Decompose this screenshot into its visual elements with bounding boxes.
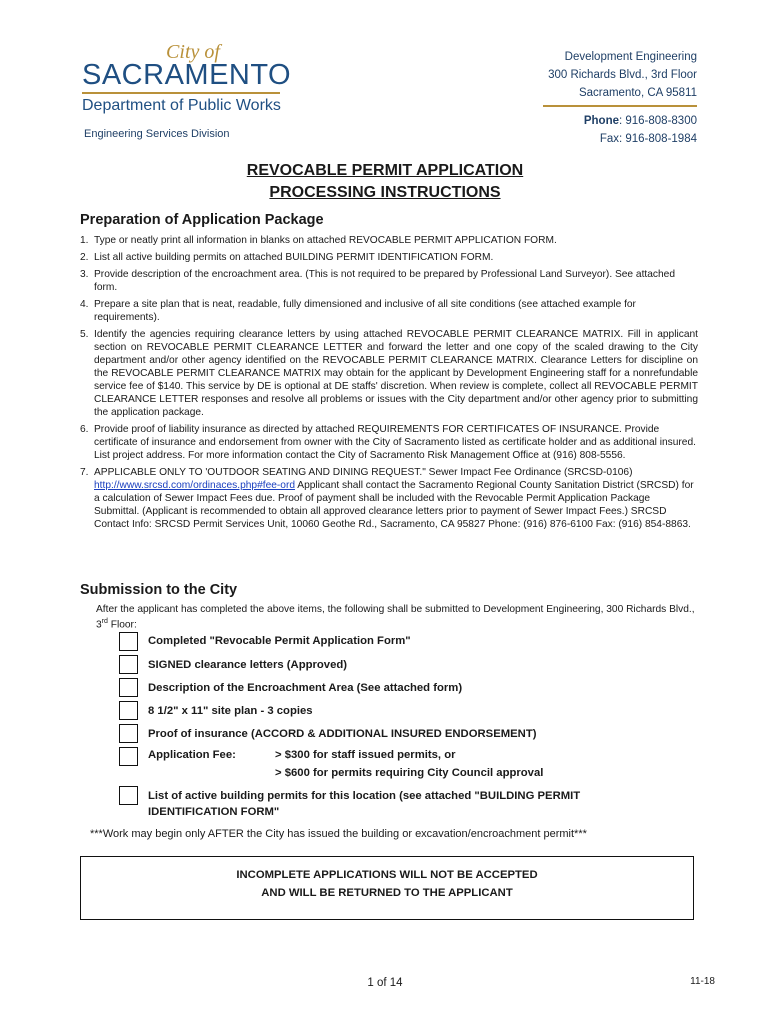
logo-city-text: City of [166, 41, 220, 63]
checkbox-encroachment-description[interactable] [119, 678, 138, 697]
checklist-item-encroachment-description: Description of the Encroachment Area (See attached form) [148, 682, 463, 694]
step-7-text-b: Applicant shall contact the Sacramento Regional County Sanitation District (SRCSD) for a calculation of Sewer Impact Fees due. Proof of payment shall be included with the Revocable Permit Application Package Submittal. (Applicant is recommended to obtain all approved clearance letters prior to payment of Sewer Impact Fees.) SRCSD Contact Info: SRCSD Permit Services Unit, 10060 Geothe Rd., Sacramento, CA 95827 Phone: (916) 876-6100 Fax: (916) 854-8863. [94, 480, 694, 530]
fax-line: Fax: 916-808-1984 [599, 133, 697, 145]
phone-line [584, 112, 697, 130]
checklist-item-proof-of-insurance: Proof of insurance (ACCORD & ADDITIONAL INSURED ENDORSEMENT) [148, 728, 537, 740]
step-3 [80, 268, 698, 294]
phone-number: : 916-808-8300 [618, 115, 697, 127]
address-block [548, 48, 697, 102]
form-version: 11-18 [690, 976, 715, 987]
checklist-item-site-plan: 8 1/2" x 11" site plan - 3 copies [148, 705, 313, 717]
step-7 [80, 466, 698, 531]
checkbox-clearance-letters[interactable] [119, 655, 138, 674]
address-line-1: Development Engineering [564, 51, 697, 63]
phone-label: Phone [583, 115, 619, 127]
contact-block [584, 112, 697, 148]
step-text: Identify the agencies requiring clearance letters by using attached REVOCABLE PERMIT CLEARANCE MATRIX. Fill in applicant section on REVOCABLE PERMIT CLEARANCE LETTER and forward the letter and one copy of the scaled drawing to the City department and/or other agency identified on the REVOCABLE PERMIT CLEARANCE MATRIX. Clearance Letters for discipline on the REVOCABLE PERMIT CLEARANCE MATRIX may obtain for the applicant by Development Engineering staff for a nonrefundable service fee of $140. This service by DE is optional at DE staffs' discretion. When review is complete, collect all REVOCABLE PERMIT CLEARANCE LETTER responses and resolve all problems or issues with the City department and/or other agency prior to submitting the application package. [94, 329, 698, 418]
logo-divider [82, 92, 280, 94]
step-text: Provide proof of liability insurance as directed by attached REQUIREMENTS FOR CERTIFICATES OF INSURANCE. Provide certificate of insurance and endorsement from owner with the City of Sacramento listed as certificate holder and as additional insured. List project address. For more information contact the City of Sacramento Risk Management Office at (916) 808-5556. [94, 424, 696, 461]
submission-intro-sup: rd [101, 618, 108, 625]
step-1 [80, 234, 698, 247]
fee-label: Application Fee: [148, 749, 236, 761]
step-2 [80, 251, 698, 264]
city-logo [82, 42, 292, 115]
page-number: 1 of 14 [367, 977, 403, 989]
step-number: 6. [80, 424, 89, 435]
checklist-item-building-permits: List of active building permits for this location (see attached "BUILDING PERMIT IDENTIFICATION FORM" [148, 790, 581, 818]
preparation-heading: Preparation of Application Package [80, 212, 324, 228]
checkbox-site-plan[interactable] [119, 701, 138, 720]
step-4 [80, 298, 698, 324]
step-text: Provide description of the encroachment area. (This is not required to be prepared by Professional Land Surveyor). See attached form. [94, 269, 676, 293]
fee-option-staff: > $300 for staff issued permits, or [275, 749, 456, 761]
submission-intro-b: Floor: [107, 619, 137, 631]
division-name: Engineering Services Division [84, 128, 230, 140]
step-number: 4. [80, 299, 89, 310]
checkbox-building-permits[interactable] [119, 786, 138, 805]
submission-intro [96, 604, 696, 631]
step-number: 1. [80, 235, 89, 246]
warning-line-2: AND WILL BE RETURNED TO THE APPLICANT [261, 887, 513, 899]
checklist-item-clearance-letters: SIGNED clearance letters (Approved) [148, 659, 348, 671]
warning-line-1: INCOMPLETE APPLICATIONS WILL NOT BE ACCEPTED [236, 869, 538, 881]
address-line-3: Sacramento, CA 95811 [578, 87, 697, 99]
srcsd-fee-link[interactable]: http://www.srcsd.com/ordinaces.php#fee-ord [94, 480, 296, 491]
document-title-line-2: PROCESSING INSTRUCTIONS [269, 184, 501, 201]
checkbox-proof-of-insurance[interactable] [119, 724, 138, 743]
preparation-steps [80, 234, 698, 535]
work-note: ***Work may begin only AFTER the City has issued the building or excavation/encroachment permit*** [90, 828, 587, 840]
step-text [94, 466, 698, 531]
step-6 [80, 423, 698, 462]
warning-box [80, 856, 694, 920]
checkbox-application-form[interactable] [119, 632, 138, 651]
step-5 [80, 328, 698, 419]
step-number: 7. [80, 467, 89, 478]
step-text: Prepare a site plan that is neat, readable, fully dimensioned and inclusive of all site conditions (see attached example for requirements). [94, 299, 636, 323]
step-number: 5. [80, 329, 89, 340]
address-divider [543, 105, 697, 107]
step-number: 2. [80, 252, 89, 263]
step-text: List all active building permits on attached BUILDING PERMIT IDENTIFICATION FORM. [94, 252, 494, 263]
logo-department-text: Department of Public Works [82, 97, 281, 114]
step-text: Type or neatly print all information in blanks on attached REVOCABLE PERMIT APPLICATION FORM. [94, 235, 557, 246]
checklist-item-application-form: Completed "Revocable Permit Application Form" [148, 635, 411, 647]
step-number: 3. [80, 269, 89, 280]
checkbox-application-fee[interactable] [119, 747, 138, 766]
step-7-text-a: APPLICABLE ONLY TO 'OUTDOOR SEATING AND DINING REQUEST." Sewer Impact Fee Ordinance (SRCSD-0106) [94, 467, 633, 478]
address-line-2: 300 Richards Blvd., 3rd Floor [548, 69, 697, 81]
submission-heading: Submission to the City [80, 582, 238, 598]
submission-intro-a: After the applicant has completed the above items, the following shall be submitted to Development Engineering, 300 Richards Blvd., 3 [96, 604, 695, 631]
document-title-line-1: REVOCABLE PERMIT APPLICATION [246, 162, 524, 179]
fee-option-council: > $600 for permits requiring City Council approval [275, 767, 544, 779]
logo-sacramento-text: SACRAMENTO [82, 59, 292, 91]
